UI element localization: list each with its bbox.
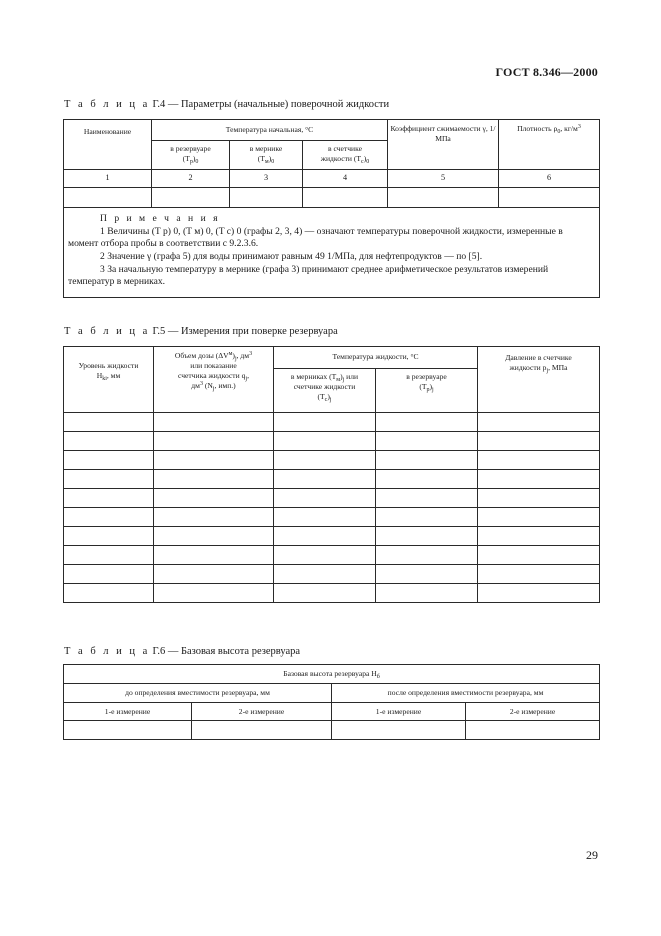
table-cell — [274, 470, 376, 489]
measurement-1-after: 1-е измерение — [332, 703, 466, 721]
table-cell — [154, 413, 274, 432]
table-row — [64, 432, 600, 451]
table-row — [64, 470, 600, 489]
table-cell — [376, 527, 478, 546]
table-cell — [478, 565, 600, 584]
table-cell — [274, 565, 376, 584]
caption-text: Г.6 — Базовая высота резервуара — [149, 646, 301, 657]
note-1: 1 Величины (T р) 0, (T м) 0, (T с) 0 (графы 2, 3, 4) — означают температуры поверочной жидкости, измеренные в момент отбора пробы в соответствии с 9.2.3.6. — [68, 225, 563, 250]
measurement-2-before: 2-е измерение — [192, 703, 332, 721]
notes-title: П р и м е ч а н и я — [100, 213, 221, 224]
table-cell — [154, 565, 274, 584]
table-cell — [478, 527, 600, 546]
table-row — [64, 489, 600, 508]
table-row — [64, 451, 600, 470]
caption-word: Т а б л и ц а — [64, 326, 150, 337]
header-compressibility: Коэффициент сжимаемости γ, 1/МПа — [388, 120, 499, 170]
table-row — [64, 584, 600, 603]
header-liquid-temperature: Температура жидкости, °С — [274, 347, 478, 369]
header-dose-volume: Объем дозы $(\Delta V^м)_j$, $дм^3$ или показание счетчика жидкости $q_j$, $дм^3$ ($N_j$, имп.) — [154, 347, 274, 413]
table-cell — [154, 451, 274, 470]
column-number: 4 — [303, 170, 388, 188]
header-pressure: Давление в счетчике жидкости $p_j$, МПа — [478, 347, 600, 413]
table-cell — [64, 527, 154, 546]
header-name: Наименование — [64, 120, 152, 170]
table-cell — [154, 546, 274, 565]
table-cell — [64, 565, 154, 584]
table-cell — [64, 413, 154, 432]
table-cell — [478, 489, 600, 508]
table-g4-caption — [64, 99, 389, 110]
table-cell — [64, 451, 154, 470]
table-cell — [478, 508, 600, 527]
table-cell — [376, 432, 478, 451]
header-density: Плотность $\rho_0$, $кг/м^3$ — [499, 120, 600, 170]
column-number: 5 — [388, 170, 499, 188]
table-g5 — [63, 346, 600, 603]
table-cell — [274, 413, 376, 432]
table-cell — [376, 413, 478, 432]
table-cell — [64, 432, 154, 451]
table-cell — [478, 413, 600, 432]
table-cell — [154, 584, 274, 603]
document-id: ГОСТ 8.346—2000 — [495, 65, 598, 79]
table-cell — [154, 470, 274, 489]
caption-text: Г.5 — Измерения при поверке резервуара — [149, 326, 338, 337]
table-cell — [154, 527, 274, 546]
table-cell — [376, 451, 478, 470]
table-g6 — [63, 664, 600, 740]
table-row — [64, 508, 600, 527]
table-cell — [376, 508, 478, 527]
table-cell — [376, 489, 478, 508]
table-cell — [64, 508, 154, 527]
table-row — [64, 527, 600, 546]
table-cell — [64, 546, 154, 565]
page-number: 29 — [586, 848, 598, 862]
table-g4 — [63, 119, 600, 298]
table-cell — [478, 451, 600, 470]
measurement-1-before: 1-е измерение — [64, 703, 192, 721]
header-after-calibration: после определения вместимости резервуара, мм — [332, 684, 600, 703]
table-cell — [154, 432, 274, 451]
header-temperature: Температура начальная, °С — [152, 120, 388, 141]
table-g5-body — [64, 413, 600, 603]
table-cell — [478, 432, 600, 451]
column-number: 2 — [152, 170, 230, 188]
header-base-height: Базовая высота резервуара $H_б$ — [64, 665, 600, 684]
subheader-measure-tank: в мернике $(T_м)_0$ — [230, 141, 303, 170]
table-cell — [478, 584, 600, 603]
table-row — [64, 546, 600, 565]
table-g6-caption — [64, 646, 300, 657]
table-cell — [376, 546, 478, 565]
caption-word: Т а б л и ц а — [64, 646, 150, 657]
table-cell — [64, 489, 154, 508]
header-level: Уровень жидкости $H_{ki}$, мм — [64, 347, 154, 413]
table-cell — [274, 527, 376, 546]
table-cell — [376, 470, 478, 489]
column-number: 3 — [230, 170, 303, 188]
subheader-reservoir: в резервуаре $(T_р)_j$ — [376, 369, 478, 413]
measurement-2-after: 2-е измерение — [466, 703, 600, 721]
table-cell — [376, 584, 478, 603]
subheader-reservoir: в резервуаре $(T_р)_0$ — [152, 141, 230, 170]
table-cell — [274, 451, 376, 470]
table-g5-caption — [64, 326, 338, 337]
table-cell — [64, 470, 154, 489]
table-row — [64, 721, 600, 740]
notes-block — [64, 208, 600, 298]
table-cell — [376, 565, 478, 584]
table-row — [64, 565, 600, 584]
note-3: 3 За начальную температуру в мернике (графа 3) принимают среднее арифметическое результатов измерений температур в мерниках. — [68, 263, 549, 288]
caption-text: Г.4 — Параметры (начальные) поверочной жидкости — [149, 99, 390, 110]
subheader-counter: в счетчике жидкости $(T_с)_0$ — [303, 141, 388, 170]
table-cell — [154, 489, 274, 508]
table-row — [64, 413, 600, 432]
column-number: 1 — [64, 170, 152, 188]
table-cell — [274, 546, 376, 565]
caption-word: Т а б л и ц а — [64, 99, 150, 110]
column-numbers-row — [64, 170, 600, 188]
table-cell — [274, 489, 376, 508]
note-2: 2 Значение γ (графа 5) для воды принимают равным 49 1/МПа, для нефтепродуктов — по [5]. — [100, 250, 483, 262]
table-cell — [64, 584, 154, 603]
header-before-calibration: до определения вместимости резервуара, мм — [64, 684, 332, 703]
subheader-measure-tanks: в мерниках $(T_м)_j$ или счетчике жидкости $(T_с)_j$ — [274, 369, 376, 413]
table-cell — [274, 432, 376, 451]
table-row — [64, 188, 600, 208]
column-number: 6 — [499, 170, 600, 188]
table-cell — [154, 508, 274, 527]
table-cell — [274, 584, 376, 603]
table-cell — [274, 508, 376, 527]
table-cell — [478, 470, 600, 489]
table-cell — [478, 546, 600, 565]
